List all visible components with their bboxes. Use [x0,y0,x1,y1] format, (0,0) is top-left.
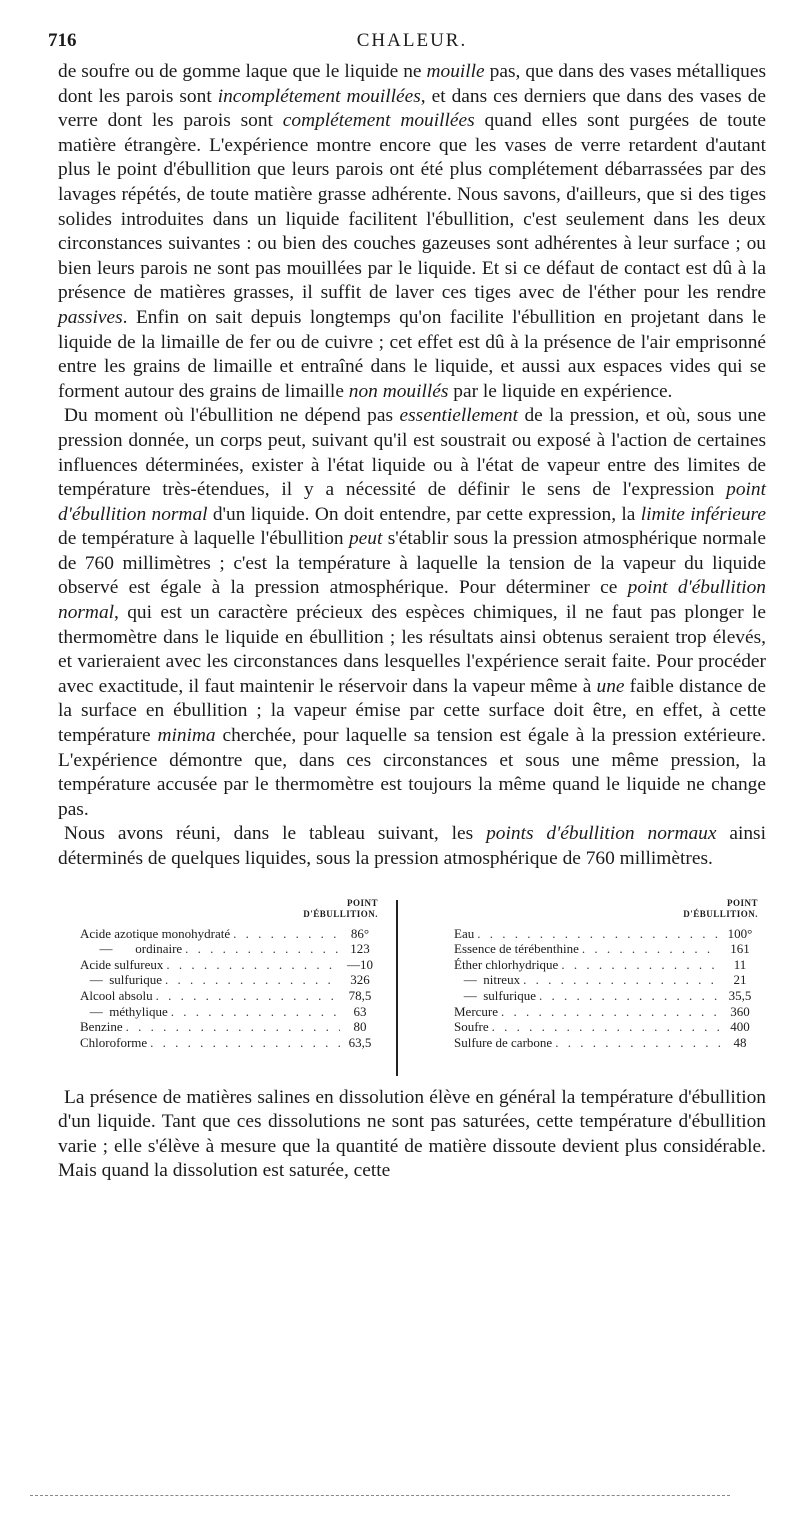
table-column-left [80,898,380,1051]
boiling-point-value: 21 [733,972,747,988]
text-run: cherchée, pour laquelle sa tension est égale à la pression extérieure. L'expérience démontre que, dans ces circonstances et sous une même pression, la température accusée par le thermomètre est toujours la même quand le liquide ne change pas. [58,725,766,820]
liquid-name: — sulfurique [80,972,162,988]
boiling-point-value: 11 [733,956,747,972]
liquid-name: Acide sulfureux [80,956,164,972]
table-row [454,941,760,957]
leader-dots [579,941,720,957]
leader-dots [168,1004,340,1020]
boiling-point-value: 360 [730,1003,750,1019]
page-header [48,30,766,60]
table-rows-left [80,926,380,1051]
boiling-point-value: 86° [350,925,370,941]
text-run: ainsi déterminés de quelques liquides, sous la pression atmosphérique de 760 millimètres. [58,823,766,869]
italic-text-run: minima [157,725,216,747]
boiling-point-value: 161 [730,941,750,957]
italic-text-run: essentiellement [399,405,518,427]
italic-text-run: une [596,675,625,697]
table-row [454,988,760,1004]
table-row [454,972,760,988]
leader-dots [163,957,340,973]
liquid-name: Chloroforme [80,1034,148,1050]
running-title: CHALEUR. [356,30,468,51]
leader-dots [498,1004,720,1020]
text-run: pas, que dans des vases métalliques dont les parois sont [58,61,766,107]
table-row [454,926,760,942]
text-run: La présence de matières salines en dissolution élève en général la température d'ébullition d'un liquide. Tant que ces dissolutions ne sont pas saturées, cette température d'ébullition varie ; elle s'élève à mesure que la quantité de matière dissoute devient plus considérable. Mais quand la dissolution est saturée, cette [58,1086,766,1182]
text-run: , qui est un caractère précieux des espèces chimiques, il ne faut pas plonger le thermomètre dans le liquide en ébullition ; les résultats ainsi obtenus seraient trop élevés, et varieraient avec les circonstances dans lesquelles l'expérience serait faite. Pour procéder avec exactitude, il faut maintenir le réservoir dans la vapeur même à [58,602,766,697]
table-row [80,941,380,957]
liquid-name: — nitreux [454,972,521,988]
text-run: , et dans ces derniers que dans des vases de verre dont les parois sont [58,85,766,132]
leader-dots [474,926,720,942]
column-header-line1: POINT [346,897,378,908]
italic-text-run: points d'ébullition normaux [486,823,717,845]
liquid-name: Essence de térébenthine [454,941,579,957]
column-header-line2: D'ÉBULLITION. [303,908,378,919]
boiling-point-value: —10 [347,956,373,972]
table-column-right [454,898,760,1051]
leader-dots [520,972,720,988]
liquid-name: Mercure [454,1003,499,1019]
italic-text-run: peut [348,528,383,550]
boiling-point-value: 63,5 [348,1034,372,1050]
leader-dots [147,1035,340,1051]
liquid-name: Eau [454,925,475,941]
italic-text-run: point d'ébullition normal [58,577,766,624]
text-run: par le liquide en expérience. [448,380,673,402]
table-row [80,988,380,1004]
table-row [80,926,380,942]
table-rows-right [454,926,760,1051]
footer-rule [30,1495,730,1496]
table-row [80,957,380,973]
column-header [454,898,760,926]
text-run: Nous avons réuni, dans le tableau suivant, les [64,823,487,845]
liquid-name: Soufre [454,1019,489,1035]
table-row [454,1035,760,1051]
text-run: de température à laquelle l'ébullition [58,528,349,550]
text-run: de soufre ou de gomme laque que le liquide ne [58,61,427,82]
leader-dots [153,988,340,1004]
leader-dots [182,941,340,957]
liquid-name: Benzine [80,1019,123,1035]
italic-text-run: non mouillés [348,380,449,402]
column-header-line2: D'ÉBULLITION. [683,908,758,919]
liquid-name: Acide azotique monohydraté [80,925,231,941]
paragraph-4 [58,1086,766,1184]
boiling-point-value: 123 [350,941,370,957]
boiling-point-value: 78,5 [348,987,372,1003]
leader-dots [552,1035,720,1051]
leader-dots [123,1019,340,1035]
book-page [48,30,766,1184]
page-number: 716 [48,30,77,51]
leader-dots [536,988,720,1004]
italic-text-run: incomplétement mouillées [217,85,421,107]
column-header-line1: POINT [726,897,758,908]
leader-dots [230,926,340,942]
italic-text-run: passives [58,306,123,328]
table-row [80,972,380,988]
italic-text-run: point d'ébullition normal [58,479,766,525]
paragraph-2 [58,404,766,822]
paragraph-1 [58,60,766,404]
table-row [454,1004,760,1020]
boiling-point-value: 100° [727,925,753,941]
text-run: s'établir sous la pression atmosphérique normale de 760 millimètres ; c'est la température à laquelle la tension de la vapeur du liquide observé est égale à la pression atmosphérique. Pour déterminer ce [58,528,766,599]
text-run: Du moment où l'ébullition ne dépend pas [64,405,400,427]
liquid-name: Alcool absolu [80,987,153,1003]
leader-dots [489,1019,720,1035]
text-run: faible distance de la surface en ébullition ; la vapeur émise par cette surface doit être, en effet, à cette température [58,675,766,747]
leader-dots [558,957,720,973]
liquid-name: Sulfure de carbone [454,1034,553,1050]
table-row [80,1004,380,1020]
table-row [454,957,760,973]
liquid-name: — ordinaire [80,941,183,957]
paragraph-3 [58,822,766,871]
column-header [80,898,380,926]
boiling-point-value: 48 [733,1034,747,1050]
text-run: de la pression, et où, sous une pression donnée, un corps peut, suivant qu'il est soustrait ou exposé à l'action de certaines influences déterminées, exister à l'état liquide ou à l'état de vapeur entre des limites de température très-étendues, il y a nécessité de définir le sens de l'expression [58,405,766,501]
italic-text-run: limite inférieure [640,503,766,525]
liquid-name: Éther chlorhydrique [454,956,559,972]
table-row [80,1035,380,1051]
boiling-point-value: 400 [730,1019,750,1035]
boiling-points-table [58,898,766,1076]
table-row [80,1019,380,1035]
liquid-name: — sulfurique [454,987,536,1003]
italic-text-run: mouille [426,61,485,82]
text-run: . Enfin on sait depuis longtemps qu'on facilite l'ébullition en projetant dans le liquide de la limaille de fer ou de cuivre ; cet effet est dû à la présence de l'air emprisonné entre les grains de limaille et entraîné dans le liquide, et aussi aux espaces vides qui se forment autour des grains de limaille [58,306,766,402]
text-run: quand elles sont purgées de toute matière étrangère. L'expérience montre encore que les vases de verre retardent d'autant plus le point d'ébullition que leurs parois ont été plus complétement débarrassées par des lavages répétés, de toute matière grasse adhérente. Nous savons, d'ailleurs, que si des tiges solides introduites dans un liquide facilitent l'ébullition, c'est seulement dans les deux circonstances suivantes : ou bien des couches gazeuses sont adhérentes à leur surface ; ou bien leurs parois ne sont pas mouillées par le liquide. Et si ce défaut de contact est dû à la présence de matières grasses, il suffit de laver ces tiges avec de l'éther pour les rendre [58,110,766,304]
boiling-point-value: 35,5 [728,987,752,1003]
table-divider [396,900,398,1076]
table-row [454,1019,760,1035]
boiling-point-value: 63 [353,1003,367,1019]
boiling-point-value: 80 [353,1019,367,1035]
text-run: d'un liquide. On doit entendre, par cette expression, la [207,503,641,525]
liquid-name: — méthylique [80,1003,168,1019]
leader-dots [162,972,340,988]
italic-text-run: complétement mouillées [282,110,475,132]
boiling-point-value: 326 [350,972,370,988]
